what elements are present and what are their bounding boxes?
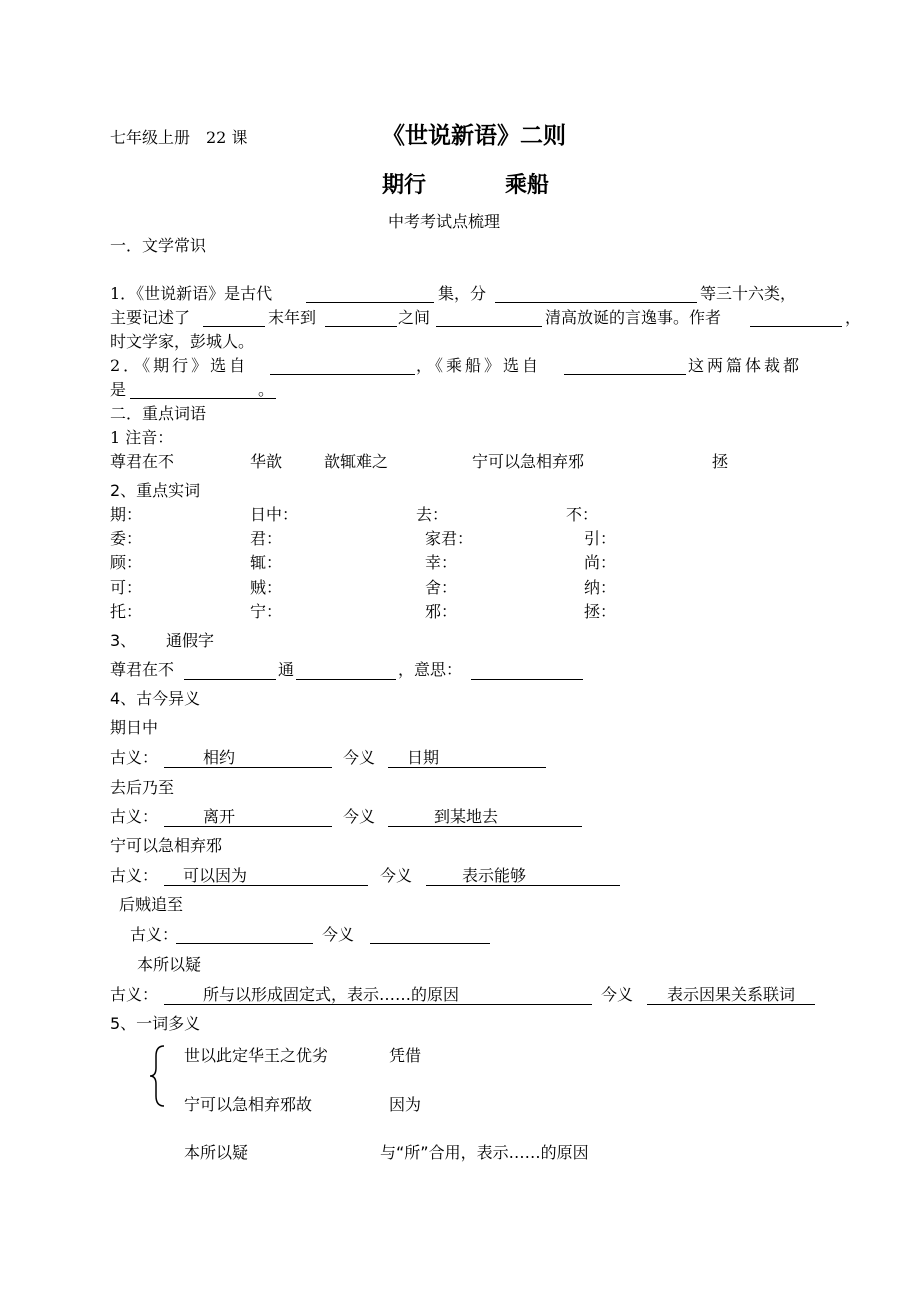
duoyi-meaning: 凭借: [389, 1046, 422, 1065]
gujin-jin-value: 表示能够: [462, 866, 527, 885]
sec2-heading: 二．重点词语: [110, 404, 207, 423]
shici-term: 尚：: [584, 553, 617, 572]
shici-term: 托：: [110, 602, 143, 621]
q2-blank-source2[interactable]: [564, 374, 686, 375]
q1-blank-categories[interactable]: [495, 302, 697, 303]
gujin-jin-label: 今义: [601, 985, 634, 1004]
gujin-gu-value: 相约: [203, 748, 236, 767]
gujin-gu-label: 古义：: [110, 748, 159, 767]
shici-term: 邪：: [425, 602, 458, 621]
subtitle-chengchuan: 乘船: [505, 173, 550, 198]
zhuyin-item: 拯: [712, 452, 729, 471]
q1-comma-end: ，: [845, 308, 862, 327]
gujin-jin-value: 表示因果关系联词: [667, 985, 796, 1004]
zhuyin-item: 歆辄难之: [324, 452, 389, 471]
shici-term: 宁：: [250, 602, 283, 621]
gujin-gu-blank[interactable]: [176, 943, 313, 944]
tongjia-title: 通假字: [166, 631, 215, 650]
tongjia-blank-char[interactable]: [184, 679, 276, 680]
zhuyin-item: 尊君在不: [110, 452, 175, 471]
tongjia-text3: ，意思：: [398, 660, 463, 679]
duoyi-label: 5、一词多义: [110, 1014, 201, 1033]
gujin-phrase: 期日中: [110, 718, 159, 737]
duoyi-meaning: 因为: [389, 1095, 422, 1114]
q1-blank-dynasty-end[interactable]: [325, 326, 397, 327]
gujin-gu-label: 古义：: [110, 866, 159, 885]
shici-term: 家君：: [425, 529, 474, 548]
tongjia-label: 3、: [110, 631, 137, 650]
gujin-jin-label: 今义: [380, 866, 413, 885]
q1-seg-ji: 集，分: [438, 284, 487, 303]
shici-term: 顾：: [110, 553, 143, 572]
tongjia-blank-meaning[interactable]: [471, 679, 583, 680]
gujin-phrase: 去后乃至: [110, 778, 175, 797]
zhuyin-item: 宁可以急相弃邪: [472, 452, 585, 471]
gujin-gu-line: [164, 826, 332, 827]
gujin-jin-blank[interactable]: [370, 943, 490, 944]
brace-icon: [148, 1044, 168, 1108]
gujin-phrase: 宁可以急相弃邪: [110, 836, 223, 855]
q1-seg-lei: 等三十六类，: [700, 284, 797, 303]
tongjia-text2: 通: [278, 660, 295, 679]
shici-term: 贼：: [250, 578, 283, 597]
shici-term: 舍：: [425, 578, 458, 597]
gujin-gu-label: 古义：: [130, 925, 179, 944]
shici-term: 辄：: [250, 553, 283, 572]
tongjia-text1: 尊君在不: [110, 660, 175, 679]
shici-term: 引：: [584, 529, 617, 548]
q2-blank-genre[interactable]: [130, 398, 276, 399]
gujin-gu-line: [164, 767, 332, 768]
q1-blank-genre[interactable]: [306, 302, 434, 303]
gujin-gu-value: 所与以形成固定式，表示……的原因: [203, 985, 460, 1004]
grade-lesson: 七年级上册 22 课: [110, 128, 248, 147]
tongjia-blank-tong[interactable]: [296, 679, 396, 680]
section-heading: 中考考试点梳理: [388, 212, 501, 231]
q2-seg-mid: ，《乘船》选自: [416, 356, 542, 375]
q2-line2-start: 是: [110, 380, 127, 399]
shici-term: 君：: [250, 529, 283, 548]
q1-line3: 时文学家，彭城人。: [110, 332, 255, 351]
q1-line2-start: 主要记述了: [110, 308, 191, 327]
gujin-jin-label: 今义: [343, 748, 376, 767]
gujin-gu-value: 可以因为: [183, 866, 248, 885]
duoyi-sentence: 本所以疑: [184, 1143, 249, 1162]
gujin-label: 4、古今异义: [110, 689, 201, 708]
q1-blank-people[interactable]: [436, 326, 542, 327]
gujin-jin-label: 今义: [322, 925, 355, 944]
shici-term: 纳：: [584, 578, 617, 597]
q1-blank-author[interactable]: [750, 326, 842, 327]
zhuyin-label: 1 注音：: [110, 428, 174, 447]
q2-blank-source1[interactable]: [270, 374, 415, 375]
shici-term: 拯：: [584, 602, 617, 621]
q2-line2-end: 。: [258, 380, 275, 399]
subtitle-qixing: 期行: [382, 173, 427, 198]
gujin-gu-label: 古义：: [110, 985, 159, 1004]
gujin-jin-value: 到某地去: [434, 807, 499, 826]
page-title: 《世说新语》二则: [382, 122, 566, 149]
q1-seg-monian: 末年到: [268, 308, 317, 327]
q1-seg-qinggao: 清高放诞的言逸事。作者: [545, 308, 722, 327]
duoyi-sentence: 世以此定华王之优劣: [184, 1046, 329, 1065]
shici-term: 不：: [566, 505, 599, 524]
gujin-gu-label: 古义：: [110, 807, 159, 826]
q1-blank-dynasty-start[interactable]: [203, 326, 265, 327]
shici-term: 期：: [110, 505, 143, 524]
gujin-phrase: 后贼追至: [119, 895, 184, 914]
gujin-phrase: 本所以疑: [137, 955, 202, 974]
q2-prefix: 2．《期行》选自: [110, 356, 249, 375]
q1-prefix: 1．《世说新语》是古代: [110, 284, 273, 303]
zhuyin-item: 华歆: [250, 452, 283, 471]
gujin-gu-value: 离开: [203, 807, 236, 826]
q1-seg-zhijian: 之间: [398, 308, 431, 327]
gujin-jin-value: 日期: [407, 748, 440, 767]
shici-label: 2、重点实词: [110, 481, 201, 500]
gujin-jin-label: 今义: [343, 807, 376, 826]
shici-term: 委：: [110, 529, 143, 548]
shici-term: 去：: [416, 505, 449, 524]
duoyi-meaning: 与“所”合用，表示……的原因: [380, 1143, 589, 1162]
shici-term: 可：: [110, 578, 143, 597]
sec1-heading: 一．文学常识: [110, 236, 207, 255]
shici-term: 日中：: [250, 505, 299, 524]
shici-term: 幸：: [425, 553, 458, 572]
q2-seg-end: 这两篇体裁都: [688, 356, 803, 375]
duoyi-sentence: 宁可以急相弃邪故: [184, 1095, 313, 1114]
